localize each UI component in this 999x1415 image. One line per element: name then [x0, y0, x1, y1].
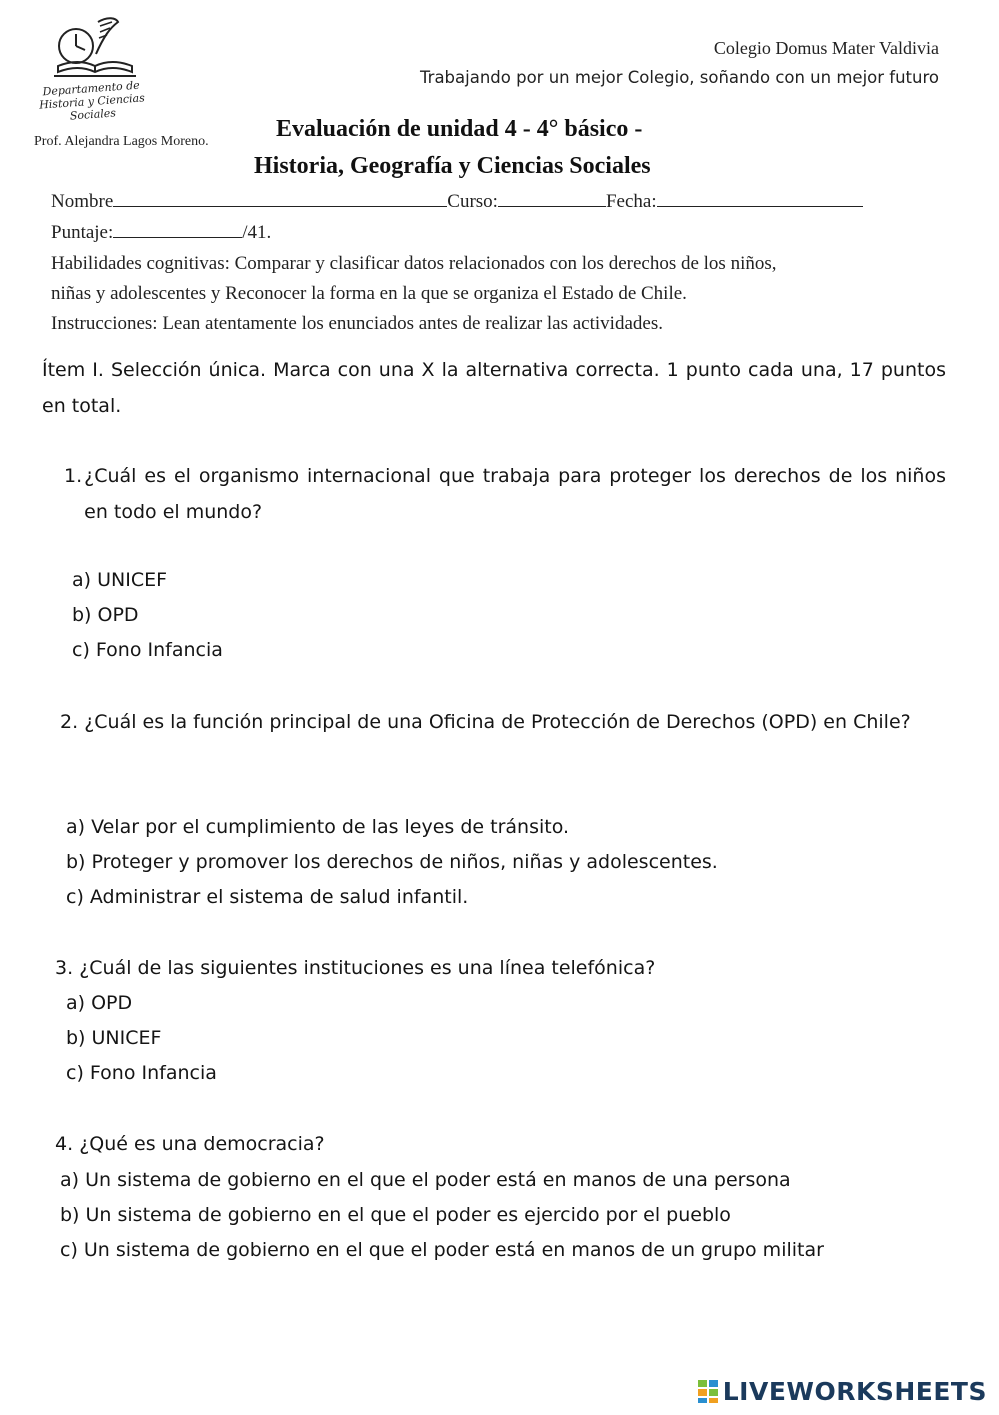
q4-option-a[interactable]: a) Un sistema de gobierno en el que el poder está en manos de una persona [60, 1169, 791, 1191]
instructions: Instrucciones: Lean atentamente los enunciados antes de realizar las actividades. [51, 313, 663, 334]
question-3 [55, 957, 655, 979]
q2-option-a[interactable]: a) Velar por el cumplimiento de las leyes de tránsito. [66, 816, 570, 838]
student-info-row [51, 191, 863, 213]
question-1 [64, 458, 946, 530]
question-number: 2. [60, 711, 79, 733]
item-heading: Ítem I. Selección única. Marca con una X la alternativa correcta. 1 punto cada una, 17 puntos en total. [42, 359, 946, 417]
question-text: ¿Qué es una democracia? [79, 1133, 325, 1155]
skills-line-1: Habilidades cognitivas: Comparar y clasificar datos relacionados con los derechos de los niños, [51, 253, 777, 274]
q1-option-a[interactable]: a) UNICEF [72, 569, 168, 591]
score-row [51, 222, 271, 244]
exam-title: Evaluación de unidad 4 - 4° básico - [276, 116, 643, 142]
date-label: Fecha: [605, 191, 657, 212]
q3-option-a[interactable]: a) OPD [66, 992, 133, 1014]
course-field[interactable] [498, 191, 606, 207]
liveworksheets-logo-icon [697, 1378, 719, 1404]
q1-option-c[interactable]: c) Fono Infancia [72, 639, 223, 661]
book-quill-icon [38, 14, 153, 84]
q3-option-c[interactable]: c) Fono Infancia [66, 1062, 217, 1084]
q2-option-c[interactable]: c) Administrar el sistema de salud infantil. [66, 886, 469, 908]
q3-option-b[interactable]: b) UNICEF [66, 1027, 162, 1049]
question-2 [42, 704, 946, 740]
question-text: ¿Cuál de las siguientes instituciones es una línea telefónica? [79, 957, 656, 979]
liveworksheets-brand [697, 1376, 987, 1406]
date-field[interactable] [657, 191, 863, 207]
skills-line-2: niñas y adolescentes y Reconocer la forma en la que se organiza el Estado de Chile. [51, 283, 687, 304]
exam-subject: Historia, Geografía y Ciencias Sociales [254, 153, 651, 179]
name-label: Nombre [51, 191, 114, 212]
question-4 [55, 1133, 325, 1155]
score-label: Puntaje: [51, 222, 114, 243]
score-total: /41. [242, 222, 272, 243]
question-text: ¿Cuál es la función principal de una Oficina de Protección de Derechos (OPD) en Chile? [84, 711, 911, 733]
q1-option-b[interactable]: b) OPD [72, 604, 139, 626]
school-motto: Trabajando por un mejor Colegio, soñando con un mejor futuro [420, 68, 939, 87]
question-text: ¿Cuál es el organismo internacional que trabaja para proteger los derechos de los niños en todo el mundo? [84, 465, 946, 523]
name-field[interactable] [113, 191, 447, 207]
brand-text: LIVEWORKSHEETS [722, 1376, 987, 1406]
question-number: 3. [55, 957, 74, 979]
score-field[interactable] [113, 222, 242, 238]
logo-caption: Departamento de Historia y Ciencias Sociales [38, 78, 146, 123]
question-number: 4. [55, 1133, 74, 1155]
teacher-name: Prof. Alejandra Lagos Moreno. [34, 134, 209, 149]
q2-option-b[interactable]: b) Proteger y promover los derechos de niños, niñas y adolescentes. [66, 851, 718, 873]
school-name: Colegio Domus Mater Valdivia [713, 38, 939, 58]
course-label: Curso: [447, 191, 498, 212]
q4-option-b[interactable]: b) Un sistema de gobierno en el que el poder es ejercido por el pueblo [60, 1204, 731, 1226]
question-number: 1. [64, 465, 83, 487]
q4-option-c[interactable]: c) Un sistema de gobierno en el que el poder está en manos de un grupo militar [60, 1239, 824, 1261]
